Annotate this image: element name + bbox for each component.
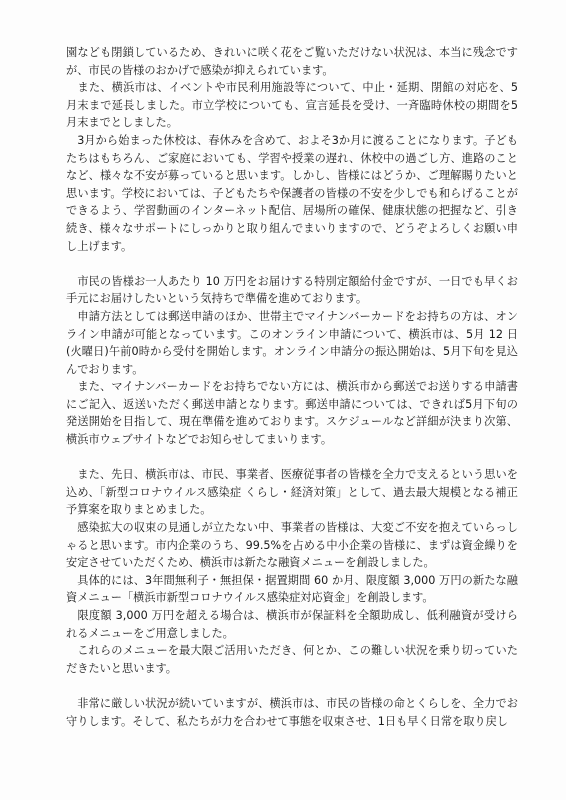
paragraph: 感染拡大の収束の見通しが立たない中、事業者の皆様は、大変ご不安を抱えていらっしゃると思います。市内企業のうち、99.5%を占める中小企業の皆様に、まずは資金繰りを安定させていただくため、横浜市は新たな融資メニューを創設しました。 xyxy=(66,521,518,570)
paragraph: 市民の皆様お一人あたり 10 万円をお届けする特別定額給付金ですが、一日でも早くお手元にお届けしたいという気持ちで準備を進めております。 xyxy=(66,274,518,306)
paragraph: 限度額 3,000 万円を超える場合は、横浜市が保証料を全額助成し、低利融資が受けられるメニューをご用意しました。 xyxy=(66,609,518,640)
paragraph: これらのメニューを最大限ご活用いただき、何とか、この難しい状況を乗り切っていただきたいと思います。 xyxy=(66,644,518,675)
paragraph: 非常に厳しい状況が続いていますが、横浜市は、市民の皆様の命とくらしを、全力でお守りします。そして、私たちが力を合わせて事態を収束させ、1日も早く日常を取り戻し xyxy=(66,696,518,728)
document-body xyxy=(66,44,518,730)
paragraph-gap xyxy=(66,255,518,273)
paragraph: 申請方法としては郵送申請のほか、世帯主でマイナンバーカードをお持ちの方は、オンライン申請が可能となっています。このオンライン申請について、横浜市は、5月 12 日(火曜日)午前0時から受付を開始します。オンライン申請分の振込開始は、5月下旬を見込んでおります。 xyxy=(66,309,518,376)
paragraph-gap xyxy=(66,677,518,695)
paragraph-gap xyxy=(66,449,518,467)
paragraph: 3月から始まった休校は、春休みを含めて、およそ3か月に渡ることになります。子どもたちはもちろん、ご家庭においても、学習や授業の遅れ、休校中の過ごし方、進路のことなど、様々な不安が募っていると思います。しかし、皆様にはどうか、ご理解賜りたいと思います。学校においては、子どもたちや保護者の皆様の不安を少しでも和らげることができるよう、学習動画のインターネット配信、居場所の確保、健康状態の把握など、引き続き、様々なサポートにしっかりと取り組んでまいりますので、どうぞよろしくお願い申し上げます。 xyxy=(66,133,518,253)
paragraph: 園なども閉鎖しているため、きれいに咲く花をご覧いただけない状況は、本当に残念ですが、市民の皆様のおかげで感染が抑えられています。 xyxy=(66,46,518,77)
paragraph: また、横浜市は、イベントや市民利用施設等について、中止・延期、閉館の対応を、5月末まで延長しました。市立学校についても、宣言延長を受け、一斉臨時休校の期間を5月末までとしました。 xyxy=(66,81,518,130)
paragraph: また、マイナンバーカードをお持ちでない方には、横浜市から郵送でお送りする申請書にご記入、返送いただく郵送申請となります。郵送申請については、できれば5月下旬の発送開始を目指して、現在準備を進めております。スケジュールなど詳細が決まり次第、横浜市ウェブサイトなどでお知らせしてまいります。 xyxy=(66,380,518,447)
paragraph: また、先日、横浜市は、市民、事業者、医療従事者の皆様を全力で支えるという思いを込め、「新型コロナウイルス感染症 くらし・経済対策」として、過去最大規模となる補正予算案を取りまとめました。 xyxy=(66,468,518,517)
paragraph: 具体的には、3年間無利子・無担保・据置期間 60 か月、限度額 3,000 万円の新たな融資メニュー「横浜市新型コロナウイルス感染症対応資金」を創設します。 xyxy=(66,573,518,605)
